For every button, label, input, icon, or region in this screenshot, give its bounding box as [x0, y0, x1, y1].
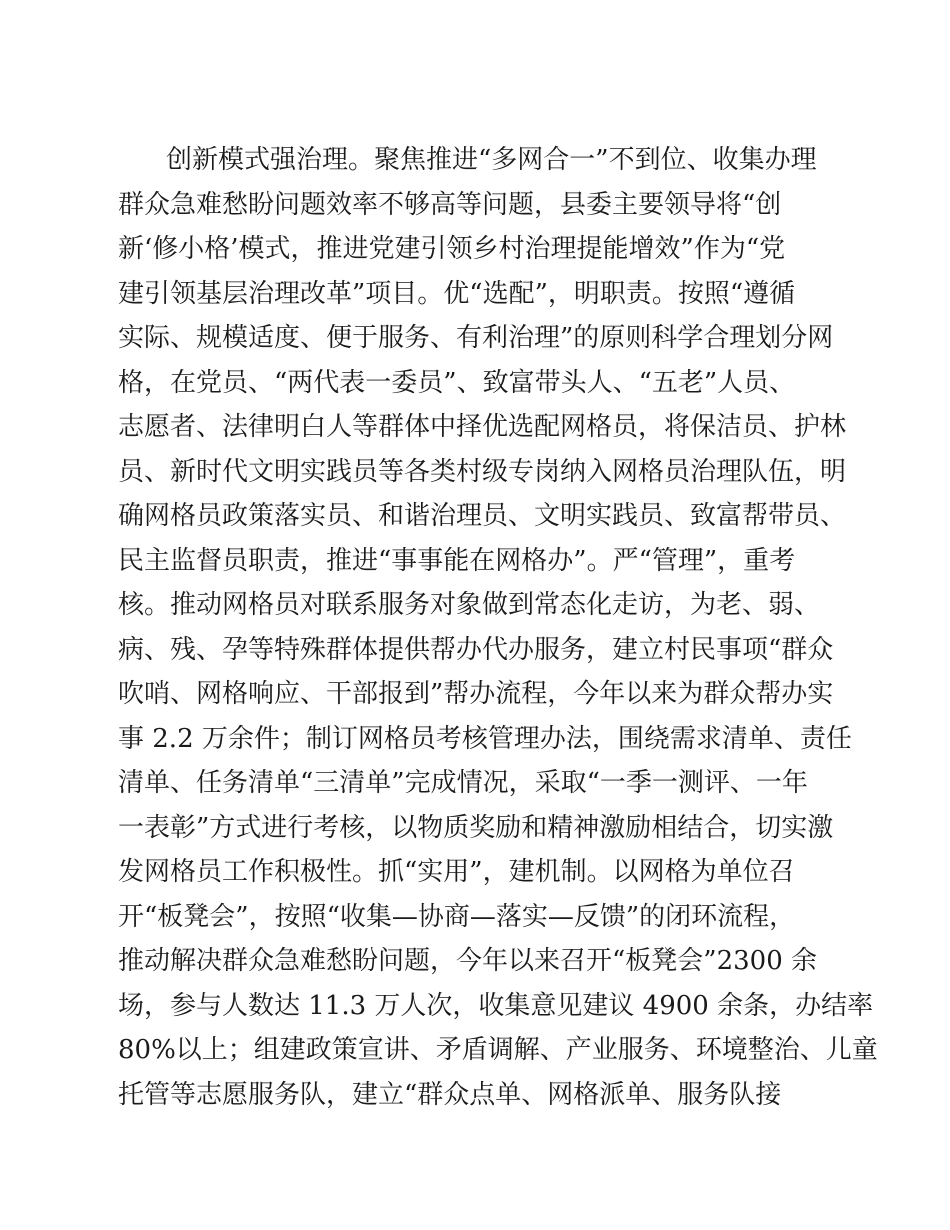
paragraph-line-20: 场，参与人数达 11.3 万人次，收集意见建议 4900 余条，办结率 [118, 990, 874, 1021]
paragraph-line-22: 托管等志愿服务队，建立“群众点单、网格派单、服务队接 [118, 1079, 782, 1110]
paragraph-line-17: 发网格员工作积极性。抓“实用”，建机制。以网格为单位召 [118, 857, 795, 887]
paragraph-line-11: 核。推动网格员对联系服务对象做到常态化走访，为老、弱、 [118, 590, 821, 620]
paragraph-line-16: 一表彰”方式进行考核，以物质奖励和精神激励相结合，切实激 [118, 812, 834, 843]
paragraph-line-19: 推动解决群众急难愁盼问题，今年以来召开“板凳会”2300 余 [118, 946, 818, 976]
paragraph-line-1: 创新模式强治理。聚焦推进“多网合一”不到位、收集办理 [166, 145, 817, 175]
paragraph-line-13: 吹哨、网格响应、干部报到”帮办流程，今年以来为群众帮办实 [118, 679, 834, 709]
paragraph-line-15: 清单、任务清单“三清单”完成情况，采取“一季一测评、一年 [118, 768, 808, 798]
paragraph-line-9: 确网格员政策落实员、和谐治理员、文明实践员、致富帮带员、 [118, 501, 847, 531]
body-paragraph [118, 138, 878, 1117]
paragraph-line-10: 民主监督员职责，推进“事事能在网格办”。严“管理”，重考 [118, 545, 796, 576]
paragraph-line-18: 开“板凳会”，按照“收集—协商—落实—反馈”的闭环流程， [118, 901, 796, 932]
paragraph-line-5: 实际、规模适度、便于服务、有利治理”的原则科学合理划分网 [118, 323, 834, 353]
paragraph-line-3: 新‘修小格’模式，推进党建引领乡村治理提能增效”作为“党 [118, 234, 786, 264]
paragraph-line-8: 员、新时代文明实践员等各类村级专岗纳入网格员治理队伍，明 [118, 456, 847, 487]
paragraph-line-4: 建引领基层治理改革”项目。优“选配”，明职责。按照“遵循 [118, 278, 796, 309]
paragraph-line-21: 80%以上；组建政策宣讲、矛盾调解、产业服务、环境整治、儿童 [118, 1035, 878, 1065]
paragraph-line-2: 群众急难愁盼问题效率不够高等问题，县委主要领导将“创 [118, 189, 782, 220]
paragraph-line-7: 志愿者、法律明白人等群体中择优选配网格员，将保洁员、护林 [118, 412, 847, 442]
paragraph-line-14: 事 2.2 万余件；制订网格员考核管理办法，围绕需求清单、责任 [118, 723, 852, 754]
paragraph-line-6: 格，在党员、“两代表一委员”、致富带头人、“五老”人员、 [118, 367, 796, 398]
paragraph-line-12: 病、残、孕等特殊群体提供帮办代办服务，建立村民事项“群众 [118, 634, 834, 665]
